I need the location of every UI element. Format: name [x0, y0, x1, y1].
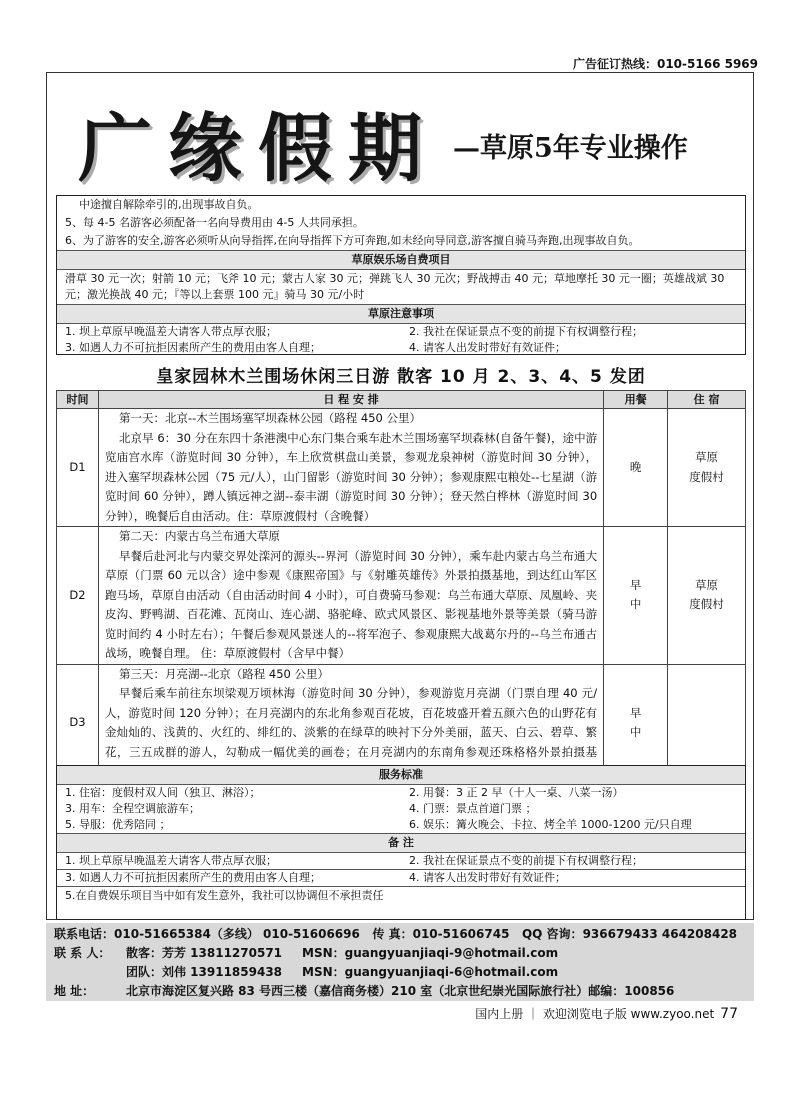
note-line: 中途擅自解除牵引的,出现事故自负。	[79, 198, 259, 211]
fax-number: 010-51606745	[412, 927, 510, 941]
meal-cell: 早 中	[604, 664, 668, 782]
entertainment-text: 滑草 30 元一次；射箭 10 元；飞斧 10 元；蒙古人家 30 元；弹跳飞人 30 元次；野战搏击 40 元；草地摩托 30 元一圈；英雄战斌 30 元；激光换战 40 元；『等以上套票 100 元』骑马 30 元/小时	[57, 270, 745, 305]
meal-cell: 晚	[604, 409, 668, 527]
service-item: 3. 用车：全程空调旅游车；	[65, 802, 200, 815]
precautions-title: 草原注意事项	[57, 305, 745, 324]
msn-label: MSN：	[302, 946, 345, 960]
contact-panel	[46, 923, 754, 1001]
col-header: 日 程 安 排	[98, 391, 603, 409]
precaution-item: 3. 如遇人力不可抗拒因素所产生的费用由客人自理；	[65, 341, 321, 354]
remark-last: 5.在自费娱乐项目当中如有发生意外，我社可以协调但不承担责任	[65, 889, 384, 902]
col-header: 用餐	[604, 391, 668, 409]
table-row	[57, 409, 746, 527]
day-cell: D3	[57, 664, 99, 782]
msn-label: MSN：	[302, 965, 345, 979]
day-cell: D2	[57, 527, 99, 665]
precaution-item: 1. 坝上草原早晚温差大请客人带点厚衣服；	[65, 325, 277, 338]
note-line: 6、为了游客的安全,游客必须听从向导指挥,在向导指挥下方可奔跑,如未经向导同意,游客擅自骑马奔跑,出现事故自负。	[57, 232, 745, 251]
contact-line-phone	[54, 925, 746, 944]
msn-address[interactable]: guangyuanjiaqi-9@hotmail.com	[344, 946, 559, 960]
day-heading: 第三天：月亮湖--北京（路程 450 公里）	[118, 666, 330, 681]
service-row	[57, 801, 745, 817]
msn-address[interactable]: guangyuanjiaqi-6@hotmail.com	[344, 965, 559, 979]
precaution-item: 4. 请客人出发时带好有效证件；	[409, 341, 566, 354]
service-item: 6. 娱乐：篝火晚会、卡拉、烤全羊 1000-1200 元/只自理	[409, 818, 692, 831]
banner-title: 广缘假期	[78, 106, 438, 192]
tour-title: 皇家园林木兰围场休闲三日游 散客 10 月 2、3、4、5 发团	[156, 367, 646, 387]
qq-label: QQ 咨询：	[521, 927, 583, 941]
service-row	[57, 785, 745, 801]
address-label: 地 址：	[54, 984, 95, 998]
service-title: 服务标准	[57, 766, 745, 785]
schedule-cell	[98, 527, 603, 665]
banner	[58, 90, 748, 192]
table-header-row	[57, 391, 746, 409]
service-item: 2. 用餐：3 正 2 早（十人一桌、八菜一汤）	[409, 786, 624, 799]
day-body: 北京早 6：30 分在东四十条港澳中心东门集合乘车赴木兰围场塞罕坝森林(自备午餐)，途中游览庙宫水库（游览时间 30 分钟），车上欣赏棋盘山美景，参观龙泉神树（游览时间 30 分钟），进入塞罕坝森林公园（75 元/人），山门留影（游览时间 30 分钟）；参观康熙屯粮处--七星湖（游览时间 60 分钟），蹲人镇远神之湖--泰丰湖（游览时间 30 分钟）；登天然白桦林（游览时间 30 分钟），晚餐后自由活动。住：草原渡假村（含晚餐）	[104, 430, 598, 523]
day-body: 早餐后赴河北与内蒙交界处滦河的源头--界河（游览时间 30 分钟），乘车赴内蒙古乌兰布通大草原（门票 60 元以含）途中参观《康熙帝国》与《射雕英雄传》外景拍摄基地，到达红山军区跑马场，草原自由活动（自由活动时间 4 小时），可自费骑马参观：乌兰布通大草原、凤凰岭、夹皮沟、野鸭湖、百花滩、瓦岗山、连心湖、骆驼峰、欧式风景区、影视基地外景等美景（骑马游览时间约 4 小时左右）；午餐后参观风景迷人的--将军泡子、参观康熙大战葛尔丹的--乌兰布通古战场，晚餐自理。 住：草原渡假村（含早中餐）	[104, 548, 598, 660]
qq-number: 936679433 464208428	[582, 927, 738, 941]
col-header: 时间	[57, 391, 99, 409]
remark-item: 1. 坝上草原早晚温差大请客人带点厚衣服；	[65, 854, 277, 867]
phone-number: 010-51665384（多线） 010-51606696	[114, 927, 360, 941]
banner-subtitle: —草原5年专业操作	[453, 133, 688, 164]
day-cell: D1	[57, 409, 99, 527]
meal-cell: 早 中	[604, 527, 668, 665]
remark-item: 3. 如遇人力不可抗拒因素所产生的费用由客人自理；	[65, 871, 321, 884]
group-contact: 团队：刘伟 13911859438	[126, 965, 283, 979]
stay-cell: 草原 度假村	[668, 527, 746, 665]
ad-hotline: 广告征订热线：010-5166 5969	[572, 57, 758, 71]
day-heading: 第一天：北京--木兰围场塞罕坝森林公园（路程 450 公里）	[118, 411, 422, 425]
service-row	[57, 817, 745, 834]
service-item: 5. 导服：优秀陪同 ；	[65, 818, 171, 831]
itinerary-table	[56, 390, 746, 783]
schedule-cell	[98, 409, 603, 527]
remark-item: 2. 我社在保证景点不变的前提下有权调整行程；	[409, 854, 643, 867]
person-label: 联 系 人：	[54, 946, 111, 960]
service-item: 1. 住宿：度假村双人间（独卫、淋浴）；	[65, 786, 261, 799]
stay-cell: 草原 度假村	[668, 409, 746, 527]
fax-label: 传 真：	[372, 927, 413, 941]
table-row	[57, 527, 746, 665]
page-footer	[475, 1005, 738, 1022]
remarks-row	[57, 853, 745, 870]
phone-label: 联系电话：	[54, 927, 115, 941]
precautions-row	[57, 340, 745, 356]
day-heading: 第二天：内蒙古乌兰布通大草原	[118, 529, 280, 543]
note-line: 5、每 4-5 名游客必须配备一名向导费用由 4-5 人共同承担。	[65, 216, 364, 229]
remarks-title: 备 注	[57, 834, 745, 853]
entertainment-title: 草原娱乐场自费项目	[57, 251, 745, 270]
remarks-row	[57, 870, 745, 887]
remark-item: 4. 请客人出发时带好有效证件；	[409, 871, 566, 884]
service-box	[56, 765, 746, 920]
footer-text: 国内上册 ｜ 欢迎浏览电子版 www.zyoo.net	[475, 1007, 715, 1021]
page-number: 77	[720, 1006, 738, 1022]
retail-contact: 散客：芳芳 13811270571	[126, 946, 283, 960]
contact-line-address	[54, 982, 746, 1001]
notes-box	[56, 195, 746, 355]
day-body: 早餐后乘车前往东坝梁观万顷林海（游览时间 30 分钟），参观游览月亮湖（门票自理 40 元/人，游览时间 120 分钟）；在月亮湖内的东北角参观百花坡，百花坡盛开着五颜六色的山野花有金灿灿的、浅黄的、火红的、绯红的、淡紫的在绿草的映衬下分外美丽，蓝天、白云、碧草、繁花，三五成群的游人，勾勒成一幅优美的画卷；在月亮湖内的东南角参观还珠格格外景拍摄基	[104, 686, 598, 759]
col-header: 住 宿	[668, 391, 746, 409]
contact-line-group	[54, 963, 746, 982]
contact-line-person	[54, 944, 746, 963]
precautions-row	[57, 324, 745, 340]
service-item: 4. 门票：景点首道门票 ；	[409, 802, 537, 815]
address: 北京市海淀区复兴路 83 号西三楼（嘉信商务楼）210 室（北京世纪崇光国际旅行社）邮编：100856	[126, 984, 675, 998]
precaution-item: 2. 我社在保证景点不变的前提下有权调整行程；	[409, 325, 643, 338]
